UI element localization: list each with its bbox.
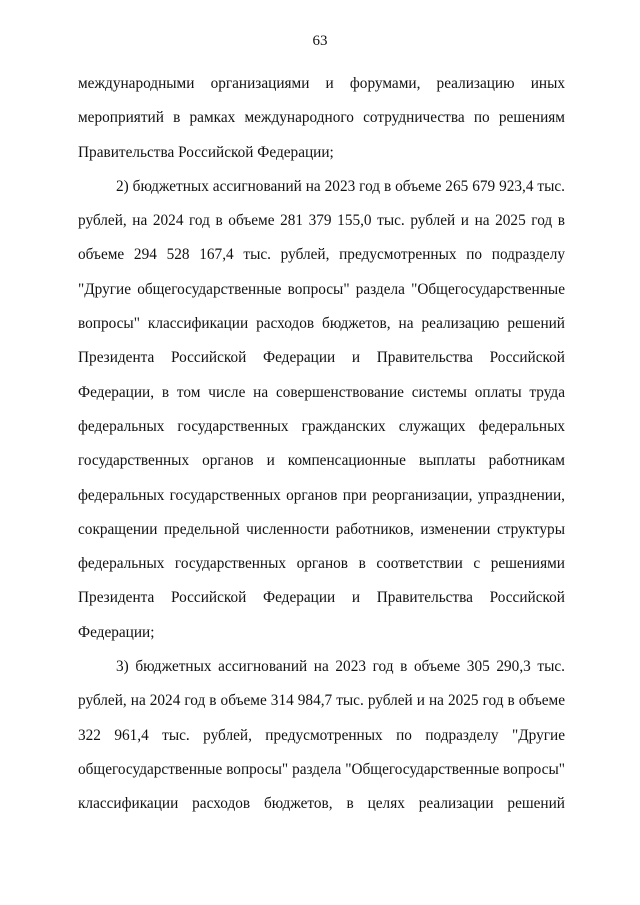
text-line: Президента Российской Федерации и Правительства Российской	[78, 349, 565, 367]
text-line: международными организациями и форумами, реализацию иных	[78, 75, 565, 92]
text-line: рублей, на 2024 год в объеме 314 984,7 тыс. рублей и на 2025 год в объеме	[78, 692, 565, 710]
text-line: 3) бюджетных ассигнований на 2023 год в объеме 305 290,3 тыс.	[116, 658, 565, 676]
page-number: 63	[312, 33, 328, 49]
paragraph-1	[78, 67, 565, 170]
text-line: федеральных государственных органов при реорганизации, упразднении,	[78, 486, 565, 504]
text-line: вопросы" классификации расходов бюджетов, на реализацию решений	[78, 315, 565, 333]
text-line: общегосударственные вопросы" раздела "Общегосударственные вопросы"	[78, 760, 565, 778]
text-line: 2) бюджетных ассигнований на 2023 год в объеме 265 679 923,4 тыс.	[116, 177, 565, 195]
text-line: 322 961,4 тыс. рублей, предусмотренных по подразделу "Другие	[78, 726, 565, 744]
text-line: сокращении предельной численности работников, изменении структуры	[78, 520, 565, 538]
text-line: Федерации, в том числе на совершенствование системы оплаты труда	[78, 383, 565, 401]
text-line: классификации расходов бюджетов, в целях реализации решений	[78, 795, 565, 813]
text-line: "Другие общегосударственные вопросы" раздела "Общегосударственные	[78, 280, 565, 298]
paragraph-2	[78, 170, 565, 650]
text-line: объеме 294 528 167,4 тыс. рублей, предусмотренных по подразделу	[78, 246, 565, 264]
text-line: Президента Российской Федерации и Правительства Российской	[78, 589, 565, 607]
paragraph-3	[78, 650, 565, 821]
document-body	[78, 67, 565, 822]
text-line: Правительства Российской Федерации;	[78, 143, 334, 161]
text-line: федеральных государственных гражданских служащих федеральных	[78, 417, 565, 435]
text-line: рублей, на 2024 год в объеме 281 379 155,0 тыс. рублей и на 2025 год в	[78, 212, 565, 230]
text-line: Федерации;	[78, 623, 155, 641]
text-line: мероприятий в рамках международного сотрудничества по решениям	[78, 109, 565, 127]
text-line: государственных органов и компенсационные выплаты работникам	[78, 452, 565, 470]
text-line: федеральных государственных органов в соответствии с решениями	[78, 555, 565, 573]
